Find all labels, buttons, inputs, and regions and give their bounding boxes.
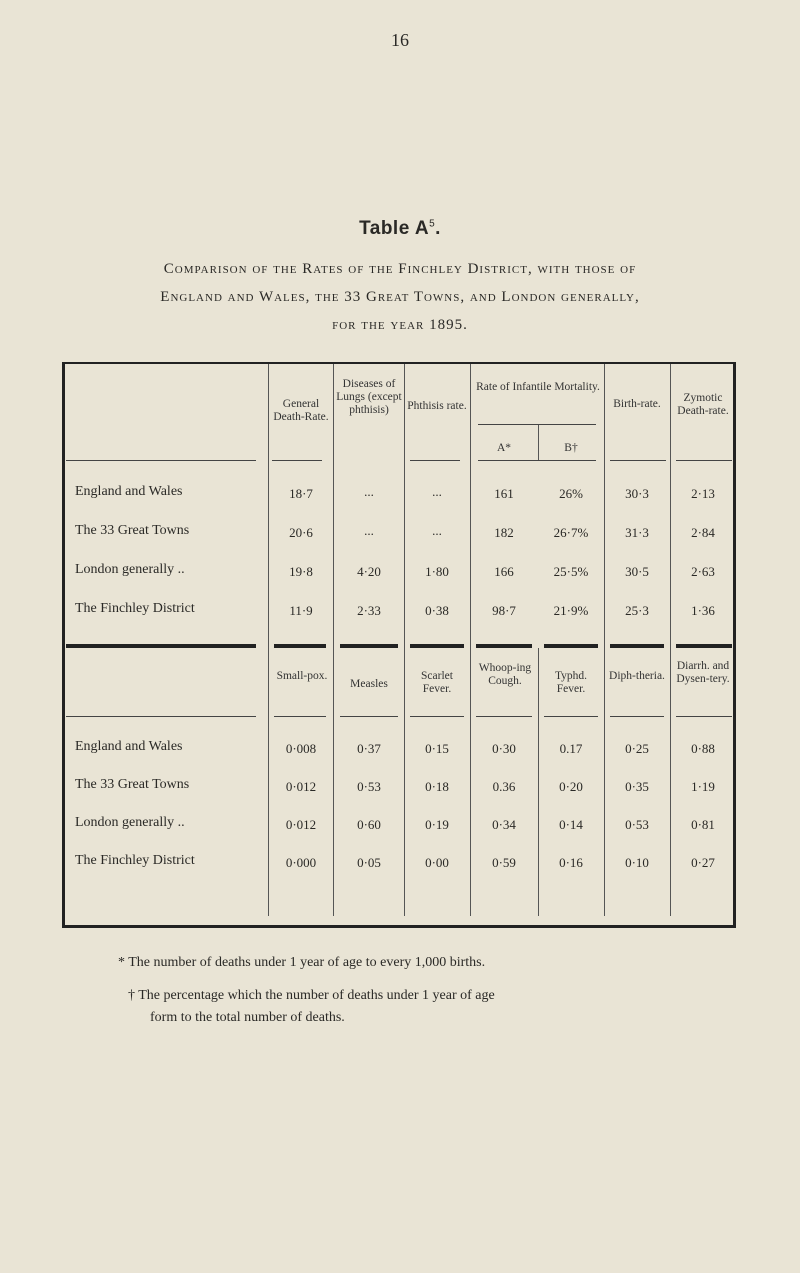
header-birth-rate: Birth-rate. — [613, 398, 661, 410]
header-general-death-rate: General Death-Rate. — [273, 398, 329, 423]
cell: 0·59 — [492, 855, 516, 870]
header-rule — [340, 716, 398, 717]
cell: 166 — [494, 564, 514, 579]
cell: 182 — [494, 525, 514, 540]
cell: ... — [364, 523, 374, 538]
header-phthisis-rate: Phthisis rate. — [407, 400, 467, 412]
row-label: The Finchley District — [75, 601, 195, 616]
column-rule — [404, 364, 405, 916]
header-whooping-cough: Whoop-ing Cough. — [478, 662, 532, 687]
column-rule — [333, 364, 334, 916]
cell: ... — [432, 523, 442, 538]
row-label: The 33 Great Towns — [75, 523, 190, 538]
cell: 0·53 — [357, 779, 381, 794]
cell: 0·38 — [425, 603, 449, 618]
header-rule — [66, 716, 256, 717]
footnote-asterisk: * The number of deaths under 1 year of age to every 1,000 births. — [118, 955, 486, 970]
separator — [66, 644, 256, 648]
cell: 0·10 — [625, 855, 649, 870]
caption-line-3: for the year 1895. — [332, 317, 468, 333]
separator — [544, 644, 598, 648]
cell: 1·19 — [691, 779, 715, 794]
caption-line-2: England and Wales, the 33 Great Towns, and London generally, — [160, 289, 640, 305]
row-label: The Finchley District — [75, 853, 195, 868]
cell: 0·18 — [425, 779, 449, 794]
footnote-dagger: † The percentage which the number of deaths under 1 year of age — [128, 988, 495, 1003]
cell: 0·012 — [285, 779, 317, 794]
cell: ... — [364, 484, 374, 499]
column-rule — [538, 424, 539, 460]
header-rule — [544, 716, 598, 717]
cell: 11·9 — [289, 603, 313, 618]
table-title-main: Table A — [359, 218, 430, 239]
row-label: The 33 Great Towns — [75, 777, 190, 792]
column-rule — [268, 364, 269, 916]
cell: 2·63 — [691, 564, 715, 579]
separator — [476, 644, 532, 648]
cell: 0·00 — [425, 855, 449, 870]
cell: 4·20 — [357, 564, 381, 579]
cell: 161 — [494, 486, 514, 501]
row-label: England and Wales — [75, 484, 183, 499]
cell: 18·7 — [289, 486, 313, 501]
header-measles: Measles — [350, 678, 388, 690]
row-label: London generally .. — [75, 562, 185, 577]
header-diarrhoea-dysentery: Diarrh. and Dysen-tery. — [676, 660, 730, 685]
cell: 0·008 — [285, 741, 317, 756]
cell: 30·3 — [625, 486, 649, 501]
cell: ... — [432, 484, 442, 499]
cell: 0·15 — [425, 741, 449, 756]
cell: 2·84 — [691, 525, 715, 540]
cell: 0.17 — [559, 741, 583, 756]
cell: 0·20 — [559, 779, 583, 794]
header-scarlet-fever: Scarlet Fever. — [421, 670, 453, 695]
cell: 1·36 — [691, 603, 715, 618]
table-title-dot: . — [435, 218, 441, 239]
subheader-b: B† — [564, 442, 578, 454]
caption-line-1: Comparison of the Rates of the Finchley District, with those of — [163, 261, 637, 277]
separator — [610, 644, 664, 648]
table-title — [0, 218, 800, 240]
cell: 0·14 — [559, 817, 583, 832]
cell: 0·34 — [492, 817, 516, 832]
header-infantile-mortality: Rate of Infantile Mortality. — [476, 381, 600, 393]
footnote-dagger-cont: form to the total number of deaths. — [150, 1010, 345, 1025]
cell: 1·80 — [425, 564, 449, 579]
column-rule — [538, 648, 539, 916]
page-number: 16 — [391, 30, 409, 50]
column-rule — [470, 364, 471, 916]
separator — [274, 644, 326, 648]
separator — [676, 644, 732, 648]
header-small-pox: Small-pox. — [276, 670, 328, 682]
caption — [60, 255, 740, 339]
separator — [340, 644, 398, 648]
header-rule — [476, 716, 532, 717]
cell: 30·5 — [625, 564, 649, 579]
cell: 0·05 — [357, 855, 381, 870]
header-diseases-of-lungs: Diseases of Lungs (except phthisis) — [336, 378, 402, 416]
cell: 0·27 — [691, 855, 715, 870]
header-rule — [676, 716, 732, 717]
separator — [410, 644, 464, 648]
cell: 0·30 — [492, 741, 516, 756]
cell: 0·35 — [625, 779, 649, 794]
cell: 25·5% — [553, 564, 589, 579]
table-title-sup: 5 — [429, 218, 436, 230]
cell: 0.36 — [492, 779, 516, 794]
header-rule — [610, 460, 666, 461]
cell: 20·6 — [289, 525, 313, 540]
cell: 0·25 — [625, 741, 649, 756]
column-rule — [670, 364, 671, 916]
header-rule — [272, 460, 322, 461]
row-label: England and Wales — [75, 739, 183, 754]
header-diphtheria: Diph-theria. — [609, 670, 665, 682]
cell: 0·53 — [625, 817, 649, 832]
cell: 0·19 — [425, 817, 449, 832]
cell: 0·81 — [691, 817, 715, 832]
cell: 31·3 — [625, 525, 649, 540]
header-rule — [66, 460, 256, 461]
header-rule — [274, 716, 326, 717]
header-rule — [410, 716, 464, 717]
header-rule — [410, 460, 460, 461]
cell: 0·37 — [357, 741, 381, 756]
subheader-a: A* — [496, 442, 512, 454]
header-rule — [478, 460, 596, 461]
cell: 2·33 — [357, 603, 381, 618]
header-zymotic-death-rate: Zymotic Death-rate. — [677, 392, 729, 417]
column-rule — [604, 364, 605, 916]
cell: 0·88 — [691, 741, 715, 756]
cell: 0·16 — [559, 855, 583, 870]
cell: 98·7 — [492, 603, 516, 618]
cell: 2·13 — [691, 486, 715, 501]
cell: 0·60 — [357, 817, 381, 832]
row-label: London generally .. — [75, 815, 185, 830]
cell: 0·000 — [285, 855, 317, 870]
cell: 25·3 — [625, 603, 649, 618]
cell: 0·012 — [285, 817, 317, 832]
header-typhoid-fever: Typhd. Fever. — [554, 670, 588, 695]
cell: 19·8 — [289, 564, 313, 579]
cell: 26% — [559, 486, 583, 501]
cell: 26·7% — [553, 525, 589, 540]
header-rule — [478, 424, 596, 425]
cell: 21·9% — [553, 603, 589, 618]
header-rule — [610, 716, 664, 717]
header-rule — [676, 460, 732, 461]
